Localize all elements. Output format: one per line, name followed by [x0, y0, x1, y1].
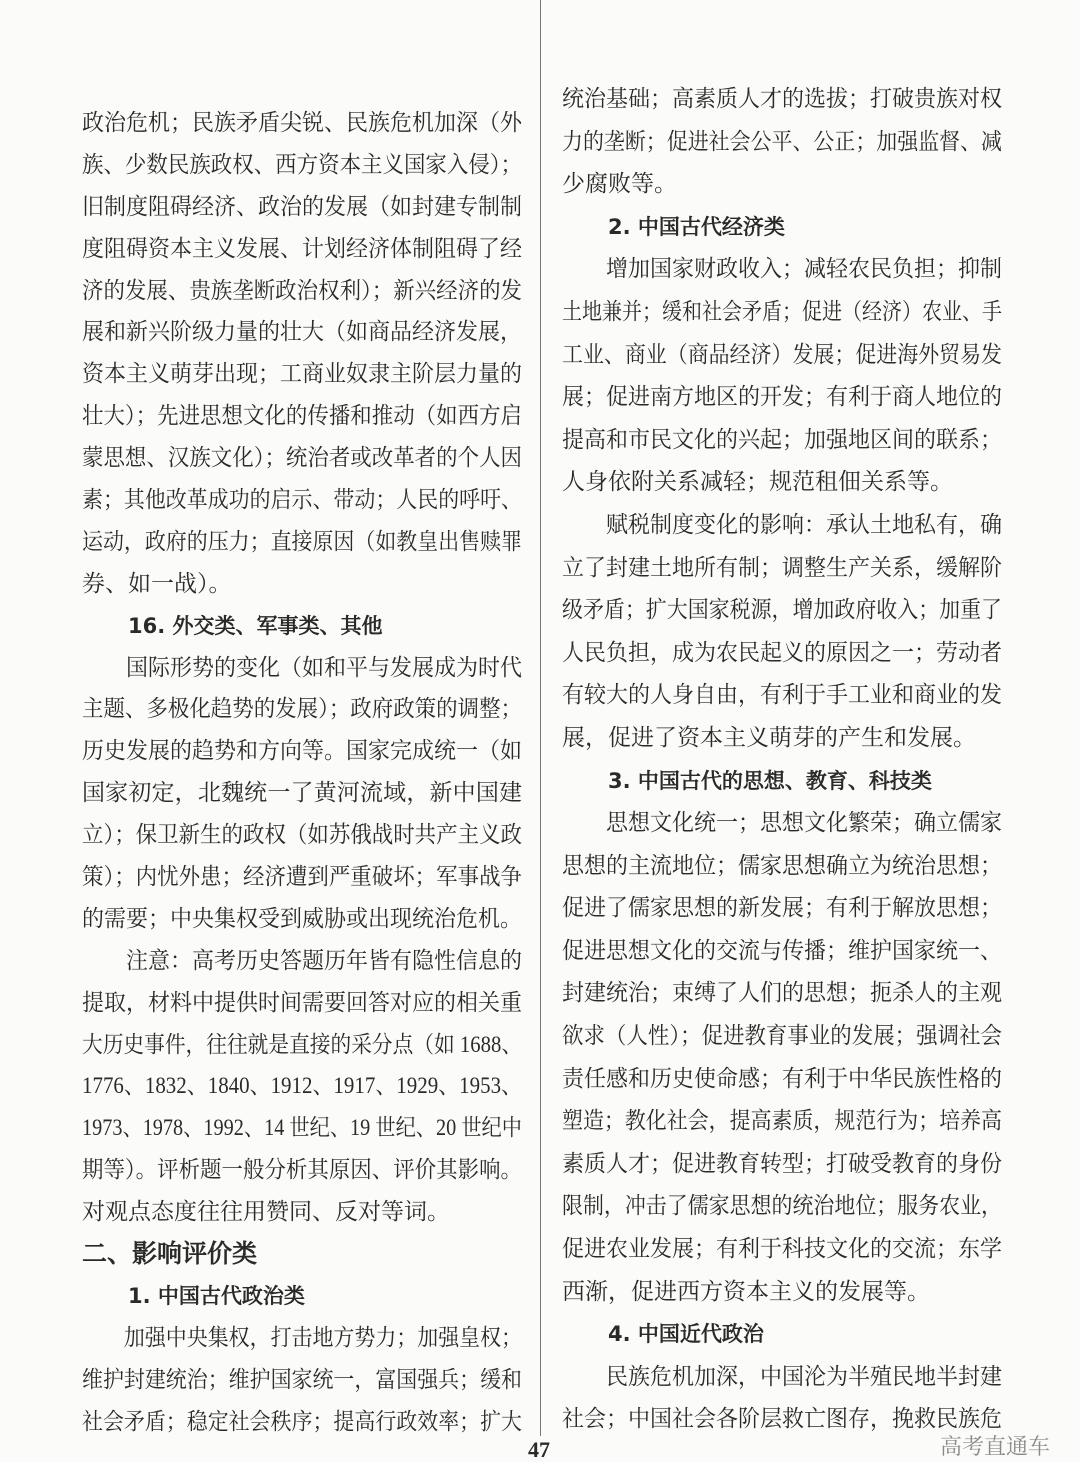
section-heading: 2. 中国古代经济类	[608, 214, 785, 239]
text-line: 壮大）；先进思想文化的传播和推动（如西方启	[82, 403, 523, 429]
section-heading: 1. 中国古代政治类	[128, 1283, 305, 1308]
left-column	[82, 108, 522, 1449]
text-line: 责任感和历史使命感；有利于中华民族性格的	[562, 1065, 1002, 1091]
text-line: 人身依附关系减轻；规范租佃关系等。	[562, 469, 953, 495]
right-column	[562, 84, 1002, 1447]
text-line: 资本主义萌芽出现；工商业奴隶主阶层力量的	[82, 361, 522, 387]
text-line: 工业、商业（商品经济）发展；促进海外贸易发	[562, 341, 1003, 367]
text-line: 人民负担，成为农民起义的原因之一；劳动者	[562, 639, 1002, 665]
text-line: 提高和市民文化的兴起；加强地区间的联系；	[562, 426, 1002, 452]
text-line: 立了封建土地所有制；调整生产关系，缓解阶	[562, 554, 1002, 580]
text-line: 的需要；中央集权受到威胁或出现统治危机。	[82, 905, 522, 931]
text-line: 促进了儒家思想的新发展；有利于解放思想；	[562, 895, 1002, 921]
text-line: 期等）。评析题一般分析其原因、评价其影响。	[82, 1157, 523, 1183]
text-line: 大历史事件，往往就是直接的采分点（如 1688、	[82, 1031, 523, 1057]
text-line: 促进思想文化的交流与传播；维护国家统一、	[562, 937, 1002, 963]
text-line: 社会矛盾；稳定社会秩序；提高行政效率；扩大	[82, 1408, 523, 1434]
text-line: 土地兼并；缓和社会矛盾；促进（经济）农业、手	[562, 298, 1003, 324]
text-line: 赋税制度变化的影响：承认土地私有，确	[605, 511, 1002, 537]
section-heading: 16. 外交类、军事类、其他	[128, 613, 383, 638]
text-line: 立）；保卫新生的政权（如苏俄战时共产主义政	[82, 822, 523, 848]
text-line: 历史发展的趋势和方向等。国家完成统一（如	[82, 738, 522, 764]
text-line: 欲求（人性）；促进教育事业的发展；强调社会	[562, 1023, 1003, 1049]
text-line: 少腐败等。	[562, 171, 677, 197]
text-line: 民族危机加深，中国沦为半殖民地半封建	[605, 1363, 1002, 1389]
text-line: 素；其他改革成功的启示、带动；人民的呼吁、	[82, 487, 523, 513]
text-line: 增加国家财政收入；减轻农民负担；抑制	[605, 256, 1002, 282]
text-line: 旧制度阻碍经济、政治的发展（如封建专制制	[82, 193, 522, 219]
text-line: 思想的主流地位；儒家思想确立为统治思想；	[562, 852, 1002, 878]
text-line: 国际形势的变化（如和平与发展成为时代	[125, 654, 522, 680]
text-line: 社会；中国社会各阶层救亡图存，挽救民族危	[562, 1406, 1002, 1432]
text-line: 封建统治；束缚了人们的思想；扼杀人的主观	[562, 980, 1002, 1006]
column-divider	[540, 0, 541, 1436]
text-line: 政治危机；民族矛盾尖锐、民族危机加深（外	[82, 110, 522, 135]
text-line: 1776、1832、1840、1912、1917、1929、1953、	[82, 1073, 523, 1099]
text-line: 国家初定，北魏统一了黄河流域，新中国建	[82, 780, 522, 806]
section-heading: 3. 中国古代的思想、教育、科技类	[608, 768, 932, 793]
watermark: 高考直通车	[940, 1435, 1051, 1460]
text-line: 促进农业发展；有利于科技文化的交流；东学	[562, 1236, 1002, 1262]
text-line: 展，促进了资本主义萌芽的产生和发展。	[562, 724, 976, 750]
text-line: 力的垄断；促进社会公平、公正；加强监督、减	[562, 128, 1003, 154]
text-line: 蒙思想、汉族文化）；统治者或改革者的个人因	[82, 445, 523, 471]
text-line: 加强中央集权，打击地方势力；加强皇权；	[123, 1324, 523, 1350]
text-line: 注意：高考历史答题历年皆有隐性信息的	[125, 947, 522, 973]
section-heading: 二、影响评价类	[82, 1239, 258, 1269]
text-line: 族、少数民族政权、西方资本主义国家入侵）；	[82, 151, 523, 177]
text-line: 提取，材料中提供时间需要回答对应的相关重	[82, 989, 522, 1015]
text-line: 塑造；教化社会，提高素质，规范行为；培养高	[562, 1108, 1003, 1134]
text-line: 统治基础；高素质人才的选拔；打破贵族对权	[562, 86, 1002, 111]
section-heading: 4. 中国近代政治	[608, 1322, 764, 1347]
text-line: 思想文化统一；思想文化繁荣；确立儒家	[605, 810, 1002, 836]
text-line: 1973、1978、1992、14 世纪、19 世纪、20 世纪中	[82, 1115, 523, 1141]
text-line: 券、如一战）。	[82, 570, 232, 596]
text-line: 素质人才；促进教育转型；打破受教育的身份	[562, 1150, 1002, 1176]
text-line: 有较大的人身自由，有利于手工业和商业的发	[562, 682, 1002, 708]
text-line: 济的发展、贵族垄断政治权利）；新兴经济的发	[82, 277, 523, 303]
text-line: 展；促进南方地区的开发；有利于商人地位的	[562, 384, 1002, 410]
text-line: 维护封建统治；维护国家统一，富国强兵；缓和	[82, 1366, 523, 1392]
text-line: 展和新兴阶级力量的壮大（如商品经济发展，	[82, 319, 522, 345]
text-line: 主题、多极化趋势的发展）；政府政策的调整；	[82, 696, 523, 722]
text-line: 限制，冲击了儒家思想的统治地位；服务农业，	[562, 1193, 1003, 1219]
text-line: 西渐，促进西方资本主义的发展等。	[562, 1278, 930, 1304]
text-line: 运动，政府的压力；直接原因（如教皇出售赎罪	[82, 528, 523, 554]
page-number: 47	[528, 1437, 550, 1462]
text-line: 级矛盾；扩大国家税源，增加政府收入；加重了	[562, 597, 1003, 623]
text-line: 对观点态度往往用赞同、反对等词。	[82, 1199, 450, 1225]
text-line: 策）；内忧外患；经济遭到严重破坏；军事战争	[82, 864, 523, 890]
text-line: 度阻碍资本主义发展、计划经济体制阻碍了经	[82, 235, 522, 261]
